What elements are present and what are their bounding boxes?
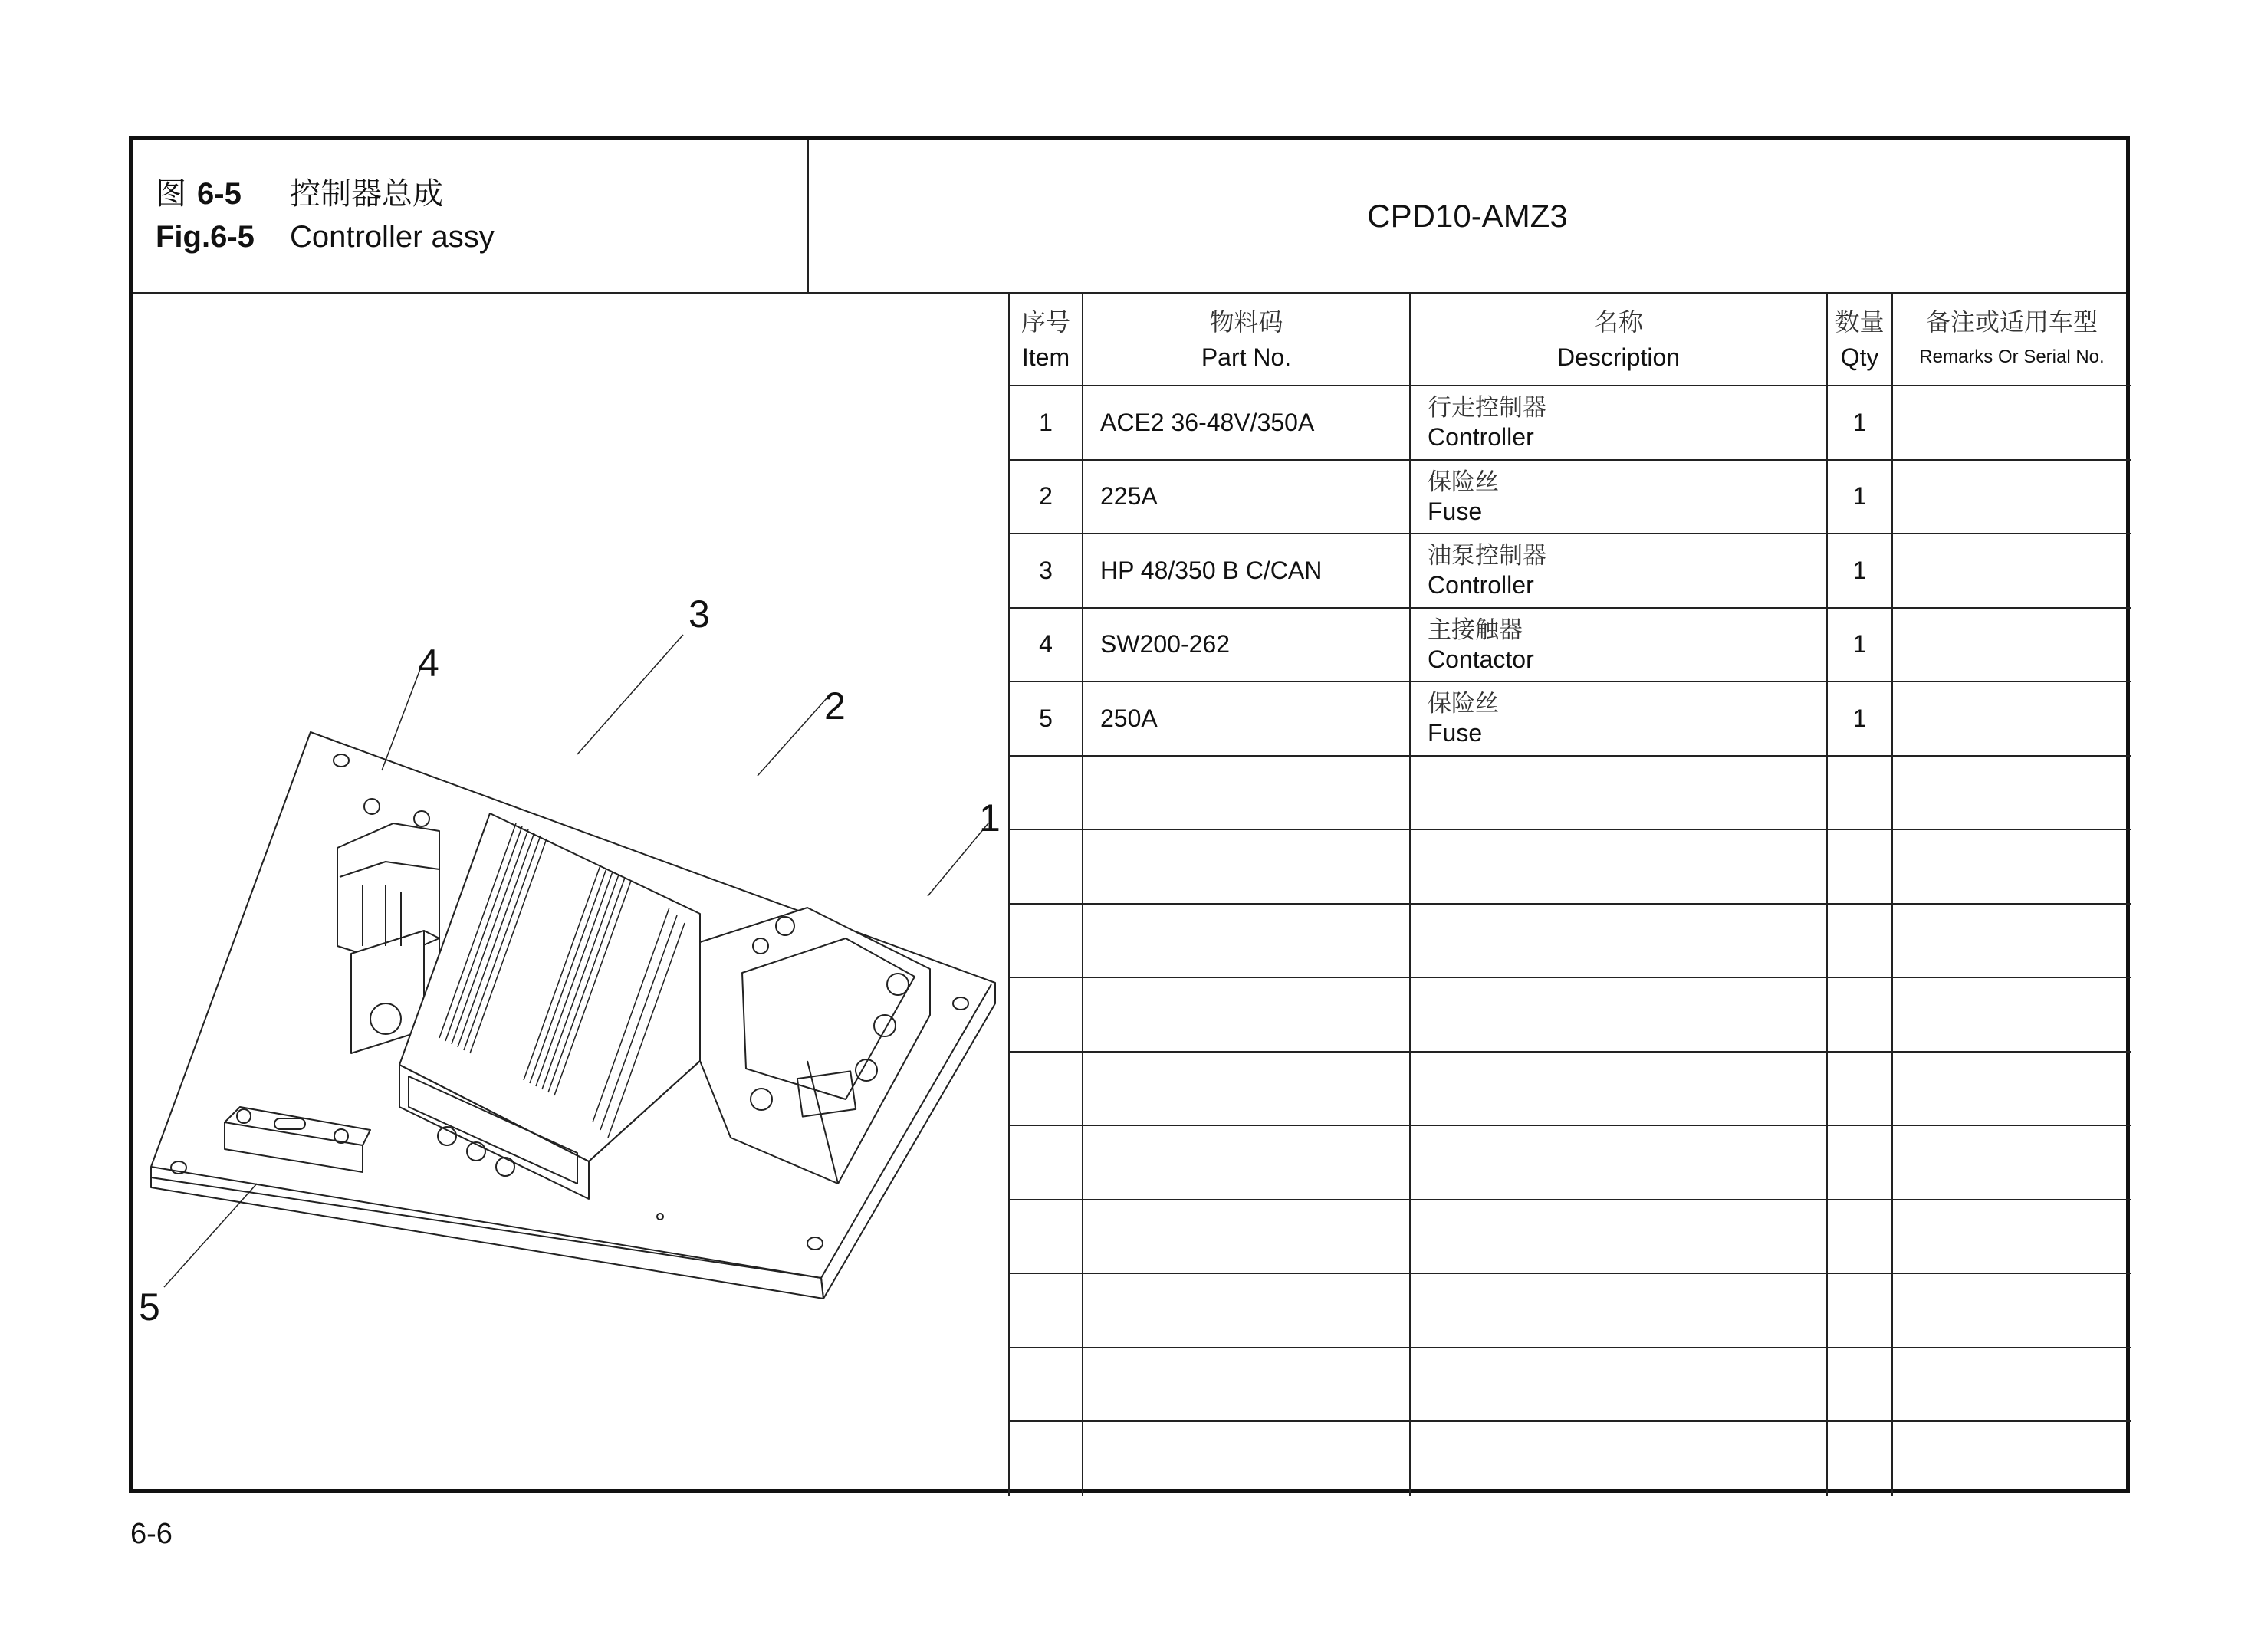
cell-qty: 1 — [1827, 608, 1892, 682]
col-header-part-no — [1083, 294, 1410, 386]
table-row — [1009, 681, 2131, 756]
cell-remarks — [1892, 904, 2131, 978]
cell-item — [1009, 904, 1083, 978]
page-number: 6-6 — [130, 1518, 173, 1550]
col-header-description-cn: 名称 — [1593, 307, 1643, 337]
cell-qty — [1827, 904, 1892, 978]
cell-part-no — [1083, 904, 1410, 978]
cell-item: 4 — [1009, 608, 1083, 682]
col-header-qty-en: Qty — [1840, 343, 1879, 371]
cell-item: 3 — [1009, 534, 1083, 608]
cell-description — [1410, 1348, 1827, 1422]
cell-qty — [1827, 1421, 1892, 1496]
cell-description — [1410, 460, 1827, 534]
cell-part-no: 225A — [1083, 460, 1410, 534]
cell-remarks — [1892, 534, 2131, 608]
cell-remarks — [1892, 1421, 2131, 1496]
table-row — [1009, 386, 2131, 460]
callout-4: 4 — [418, 642, 439, 685]
cell-qty — [1827, 829, 1892, 904]
cell-remarks — [1892, 681, 2131, 756]
cell-remarks — [1892, 608, 2131, 682]
title-en — [156, 215, 495, 258]
callout-5: 5 — [139, 1286, 160, 1328]
exploded-diagram — [133, 294, 1008, 1493]
cell-part-no — [1083, 1421, 1410, 1496]
title-cn-text: 控制器总成 — [290, 177, 443, 211]
cell-qty — [1827, 1052, 1892, 1126]
cell-description — [1410, 608, 1827, 682]
cell-remarks — [1892, 386, 2131, 460]
cell-qty: 1 — [1827, 681, 1892, 756]
cell-description — [1410, 829, 1827, 904]
cell-part-no — [1083, 1125, 1410, 1200]
description-en: Contactor — [1428, 645, 1534, 673]
cell-remarks — [1892, 460, 2131, 534]
col-header-remarks-cn: 备注或适用车型 — [1925, 307, 2098, 337]
cell-remarks — [1892, 756, 2131, 830]
cell-item: 2 — [1009, 460, 1083, 534]
cell-qty: 1 — [1827, 460, 1892, 534]
cell-item — [1009, 1348, 1083, 1422]
cell-description — [1410, 1052, 1827, 1126]
col-header-part-no-en: Part No. — [1201, 343, 1292, 371]
cell-item — [1009, 1125, 1083, 1200]
description-cn: 行走控制器 — [1428, 394, 1546, 422]
cell-description — [1410, 1421, 1827, 1496]
parts-table — [1008, 294, 2131, 1496]
table-row — [1009, 977, 2131, 1052]
cell-description — [1410, 1200, 1827, 1274]
cell-part-no — [1083, 829, 1410, 904]
cell-item: 1 — [1009, 386, 1083, 460]
cell-item — [1009, 829, 1083, 904]
figure-frame — [129, 136, 2130, 1493]
col-header-qty-cn: 数量 — [1835, 307, 1885, 337]
cell-qty — [1827, 1200, 1892, 1274]
figure-title — [156, 172, 495, 258]
table-row — [1009, 1273, 2131, 1348]
table-row — [1009, 1125, 2131, 1200]
table-row — [1009, 1052, 2131, 1126]
cell-remarks — [1892, 829, 2131, 904]
col-header-part-no-cn: 物料码 — [1209, 307, 1283, 337]
cell-part-no — [1083, 977, 1410, 1052]
col-header-item-cn: 序号 — [1020, 307, 1070, 337]
cell-description — [1410, 1125, 1827, 1200]
cell-remarks — [1892, 1200, 2131, 1274]
table-row — [1009, 1348, 2131, 1422]
cell-item — [1009, 1052, 1083, 1126]
cell-remarks — [1892, 1052, 2131, 1126]
table-row — [1009, 608, 2131, 682]
table-row — [1009, 1200, 2131, 1274]
cell-qty — [1827, 1273, 1892, 1348]
col-header-description-en: Description — [1556, 343, 1681, 371]
title-en-number: Fig.6-5 — [156, 220, 255, 254]
cell-remarks — [1892, 1273, 2131, 1348]
table-row — [1009, 756, 2131, 830]
col-header-remarks-en: Remarks Or Serial No. — [1919, 346, 2105, 367]
table-row — [1009, 829, 2131, 904]
table-body — [1009, 386, 2131, 1496]
description-en: Fuse — [1428, 719, 1483, 747]
title-cn-number — [156, 172, 290, 215]
callout-1: 1 — [979, 796, 1001, 839]
cell-qty: 1 — [1827, 386, 1892, 460]
title-cn — [156, 172, 495, 215]
table-row — [1009, 460, 2131, 534]
table-row — [1009, 534, 2131, 608]
table-row — [1009, 904, 2131, 978]
cell-qty — [1827, 1348, 1892, 1422]
cell-part-no — [1083, 1273, 1410, 1348]
col-header-description — [1410, 294, 1827, 386]
cell-description — [1410, 977, 1827, 1052]
cell-part-no — [1083, 1052, 1410, 1126]
title-cn-number-value: 6-5 — [197, 177, 242, 211]
description-cn: 油泵控制器 — [1428, 542, 1546, 570]
col-header-item-en: Item — [1021, 343, 1070, 371]
description-en: Controller — [1428, 423, 1534, 452]
cell-part-no: HP 48/350 B C/CAN — [1083, 534, 1410, 608]
cell-qty: 1 — [1827, 534, 1892, 608]
callout-2: 2 — [824, 685, 846, 727]
description-cn: 保险丝 — [1428, 468, 1499, 496]
col-header-item — [1009, 294, 1083, 386]
table-header-row — [1009, 294, 2131, 386]
cell-description — [1410, 904, 1827, 978]
col-header-qty — [1827, 294, 1892, 386]
description-cn: 保险丝 — [1428, 690, 1499, 718]
cell-item — [1009, 756, 1083, 830]
cell-remarks — [1892, 1348, 2131, 1422]
cell-item — [1009, 1421, 1083, 1496]
cell-item: 5 — [1009, 681, 1083, 756]
cell-part-no — [1083, 1348, 1410, 1422]
cell-description — [1410, 386, 1827, 460]
cell-part-no: SW200-262 — [1083, 608, 1410, 682]
title-en-text: Controller assy — [290, 220, 495, 254]
description-en: Fuse — [1428, 497, 1483, 525]
title-cn-prefix: 图 — [156, 177, 186, 211]
cell-qty — [1827, 1125, 1892, 1200]
description-en: Controller — [1428, 571, 1534, 599]
cell-item — [1009, 977, 1083, 1052]
cell-part-no — [1083, 756, 1410, 830]
callout-3: 3 — [688, 593, 710, 636]
table-row — [1009, 1421, 2131, 1496]
cell-description — [1410, 534, 1827, 608]
cell-qty — [1827, 977, 1892, 1052]
col-header-remarks — [1892, 294, 2131, 386]
description-cn: 主接触器 — [1428, 616, 1523, 644]
cell-part-no: ACE2 36-48V/350A — [1083, 386, 1410, 460]
cell-remarks — [1892, 1125, 2131, 1200]
cell-description — [1410, 681, 1827, 756]
cell-part-no: 250A — [1083, 681, 1410, 756]
model-label: CPD10-AMZ3 — [1367, 198, 1568, 234]
cell-description — [1410, 1273, 1827, 1348]
controller-assembly-drawing — [133, 294, 1008, 1493]
cell-item — [1009, 1273, 1083, 1348]
cell-part-no — [1083, 1200, 1410, 1274]
cell-description — [1410, 756, 1827, 830]
cell-qty — [1827, 756, 1892, 830]
cell-remarks — [1892, 977, 2131, 1052]
cell-item — [1009, 1200, 1083, 1274]
